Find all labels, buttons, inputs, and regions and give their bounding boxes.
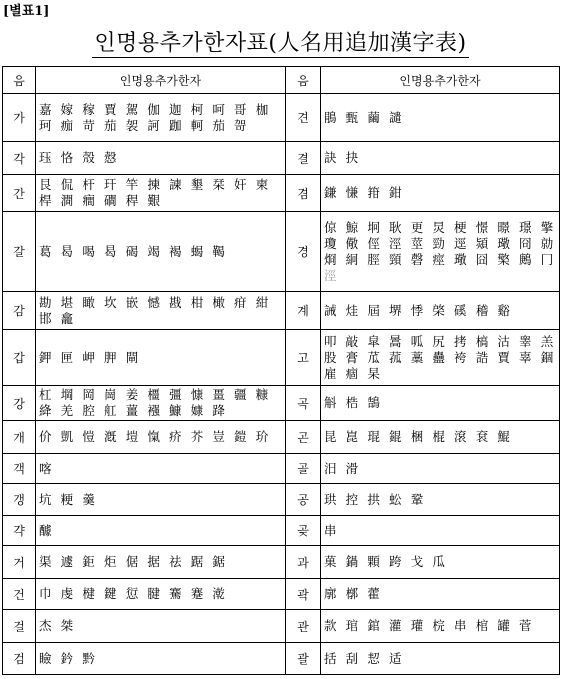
hanja-line: 巾 虔 楗 鍵 愆 腱 騫 蹇 漧 bbox=[39, 586, 228, 601]
hanja-cell bbox=[321, 142, 560, 175]
hanja-line: 葛 曷 喝 曷 碣 竭 褐 蝎 鞨 bbox=[39, 243, 228, 259]
hanja-line: 昆 崑 琨 錕 梱 棍 滾 袞 鯤 bbox=[324, 429, 513, 444]
hanja-cell bbox=[36, 94, 286, 142]
syllable-cell: 계 bbox=[286, 292, 321, 330]
hanja-line: 股 膏 苽 菰 藁 蠱 袴 誥 賈 辜 錮 bbox=[324, 349, 556, 365]
table-row bbox=[3, 579, 560, 610]
table-header-row bbox=[3, 67, 560, 94]
syllable-cell: 골 bbox=[286, 454, 321, 484]
hanja-cell bbox=[321, 421, 560, 454]
hanja-line: 廓 槨 藿 bbox=[324, 586, 383, 601]
hanja-cell bbox=[321, 516, 560, 546]
hanja-line: 醵 bbox=[39, 522, 55, 538]
hanja-cell bbox=[321, 292, 560, 330]
hanja-header: 인명용추가한자 bbox=[36, 67, 286, 94]
syllable-header: 음 bbox=[286, 67, 321, 94]
table-row bbox=[3, 546, 560, 579]
table-row bbox=[3, 454, 560, 484]
appendix-tag: [별표1] bbox=[3, 4, 50, 19]
hanja-line: 瞼 鈐 黔 bbox=[39, 650, 98, 666]
syllable-cell: 강 bbox=[3, 386, 36, 421]
syllable-cell: 가 bbox=[3, 94, 36, 142]
hanja-cell bbox=[321, 94, 560, 142]
table-row bbox=[3, 94, 560, 142]
hanja-cell bbox=[36, 175, 286, 212]
table-row bbox=[3, 386, 560, 421]
syllable-cell: 과 bbox=[286, 546, 321, 579]
hanja-cell bbox=[36, 142, 286, 175]
hanja-line: 菓 鍋 顆 跨 戈 瓜 bbox=[324, 554, 448, 569]
hanja-cell bbox=[321, 454, 560, 484]
syllable-cell: 견 bbox=[286, 94, 321, 142]
table-row bbox=[3, 175, 560, 212]
hanja-line: 款 琯 錧 灌 瓘 梡 串 棺 罐 菅 bbox=[324, 618, 535, 633]
hanja-line: 倞 鯨 坰 耿 更 炅 梗 憬 暻 璟 擎 bbox=[324, 219, 556, 235]
hanja-line: 嘉 嫁 稼 賈 駕 伽 迦 柯 呵 哥 枷 bbox=[39, 101, 271, 117]
hanja-line: 珏 恪 殼 慤 bbox=[39, 150, 120, 165]
hanja-cell bbox=[36, 484, 286, 516]
syllable-cell: 관 bbox=[286, 610, 321, 643]
hanja-cell bbox=[321, 175, 560, 212]
hanja-line: 串 bbox=[324, 522, 340, 538]
hanja-line: 珙 控 拱 蚣 鞏 bbox=[324, 491, 426, 507]
syllable-cell: 공 bbox=[286, 484, 321, 516]
hanja-cell bbox=[36, 643, 286, 675]
table-row bbox=[3, 643, 560, 675]
hanja-cell bbox=[36, 386, 286, 421]
hanja-line: 杠 堈 岡 崗 姜 橿 彊 慷 畺 疆 糠 bbox=[39, 387, 271, 402]
hanja-cell bbox=[321, 484, 560, 516]
hanja-line: 鵑 甄 繭 譴 bbox=[324, 109, 405, 125]
table-row bbox=[3, 516, 560, 546]
syllable-cell: 검 bbox=[3, 643, 36, 675]
hanja-line: 珂 痂 苛 茄 袈 訶 跏 軻 茄 哿 bbox=[39, 117, 250, 133]
syllable-cell: 건 bbox=[3, 579, 36, 610]
hanja-line: 雇 痼 杲 bbox=[324, 365, 383, 381]
hanja-line: 坑 粳 羹 bbox=[39, 491, 98, 507]
table-row bbox=[3, 610, 560, 643]
table-row bbox=[3, 330, 560, 386]
hanja-cell bbox=[321, 610, 560, 643]
syllable-cell: 각 bbox=[3, 142, 36, 175]
hanja-line: 艮 侃 杆 玕 竿 揀 諫 墾 栞 奸 柬 bbox=[39, 177, 271, 192]
syllable-cell: 갹 bbox=[3, 516, 36, 546]
hanja-header: 인명용추가한자 bbox=[321, 67, 560, 94]
hanja-cell bbox=[321, 579, 560, 610]
hanja-line: 杰 桀 bbox=[39, 618, 76, 633]
hanja-line: 邯 龕 bbox=[39, 310, 76, 326]
hanja-cell bbox=[36, 292, 286, 330]
hanja-line: 烱 絅 脛 頸 磬 痙 璥 囧 檠 鶊 冂 bbox=[324, 251, 556, 267]
page-title: 인명용추가한자표(人名用追加漢字表) bbox=[94, 31, 467, 56]
syllable-cell: 경 bbox=[286, 212, 321, 292]
hanja-line: 渠 遽 鉅 炬 倨 据 祛 踞 鋸 bbox=[39, 554, 228, 569]
syllable-cell: 결 bbox=[286, 142, 321, 175]
hanja-table bbox=[2, 66, 560, 675]
hanja-cell bbox=[36, 579, 286, 610]
syllable-cell: 곽 bbox=[286, 579, 321, 610]
hanja-cell bbox=[321, 386, 560, 421]
syllable-cell: 갱 bbox=[3, 484, 36, 516]
table-row bbox=[3, 212, 560, 292]
table-row bbox=[3, 142, 560, 175]
hanja-cell bbox=[36, 212, 286, 292]
hanja-line: 瓊 儆 俓 涇 莖 勁 逕 熲 璥 冏 勍 bbox=[324, 235, 556, 251]
syllable-cell: 고 bbox=[286, 330, 321, 386]
hanja-line: 价 凱 愷 漑 塏 愾 疥 芥 豈 鎧 玠 bbox=[39, 429, 271, 444]
hanja-line: 斛 梏 鵠 bbox=[324, 395, 383, 410]
hanja-cell bbox=[36, 421, 286, 454]
hanja-line: 勘 堪 瞰 坎 嵌 憾 戡 柑 橄 疳 紺 bbox=[39, 294, 271, 310]
hanja-cell bbox=[321, 212, 560, 292]
syllable-cell: 객 bbox=[3, 454, 36, 484]
syllable-cell: 갑 bbox=[3, 330, 36, 386]
syllable-cell: 감 bbox=[3, 292, 36, 330]
hanja-line: 括 刮 恝 适 bbox=[324, 650, 405, 666]
hanja-cell bbox=[36, 610, 286, 643]
syllable-header: 음 bbox=[3, 67, 36, 94]
table-row bbox=[3, 421, 560, 454]
syllable-cell: 겸 bbox=[286, 175, 321, 212]
hanja-line: 鉀 匣 岬 胛 閘 bbox=[39, 349, 141, 365]
hanja-cell bbox=[321, 330, 560, 386]
syllable-cell: 곡 bbox=[286, 386, 321, 421]
syllable-cell: 갈 bbox=[3, 212, 36, 292]
syllable-cell: 간 bbox=[3, 175, 36, 212]
syllable-cell: 곶 bbox=[286, 516, 321, 546]
hanja-line: 喀 bbox=[39, 460, 55, 476]
hanja-cell bbox=[321, 643, 560, 675]
hanja-cell bbox=[36, 516, 286, 546]
hanja-cell bbox=[36, 330, 286, 386]
syllable-cell: 곤 bbox=[286, 421, 321, 454]
hanja-line: 叩 敲 皐 暠 呱 尻 拷 槁 沽 睾 羔 bbox=[324, 333, 556, 349]
hanja-line: 誡 烓 屆 堺 悸 棨 磎 稽 谿 bbox=[324, 302, 513, 318]
hanja-line: 訣 抉 bbox=[324, 150, 361, 165]
hanja-cell bbox=[36, 546, 286, 579]
syllable-cell: 괄 bbox=[286, 643, 321, 675]
hanja-line: 桿 澗 癎 磵 稈 艱 bbox=[39, 193, 163, 208]
hanja-line: 絳 羌 腔 舡 薑 襁 鱇 嫝 跭 bbox=[39, 403, 228, 418]
syllable-cell: 개 bbox=[3, 421, 36, 454]
syllable-cell: 걸 bbox=[3, 610, 36, 643]
hanja-cell bbox=[321, 546, 560, 579]
hanja-line: 汨 滑 bbox=[324, 460, 361, 476]
hanja-line: 鎌 慊 箝 鉗 bbox=[324, 185, 405, 200]
table-row bbox=[3, 292, 560, 330]
hanja-line: 涇 bbox=[324, 267, 340, 283]
hanja-cell bbox=[36, 454, 286, 484]
table-row bbox=[3, 484, 560, 516]
syllable-cell: 거 bbox=[3, 546, 36, 579]
